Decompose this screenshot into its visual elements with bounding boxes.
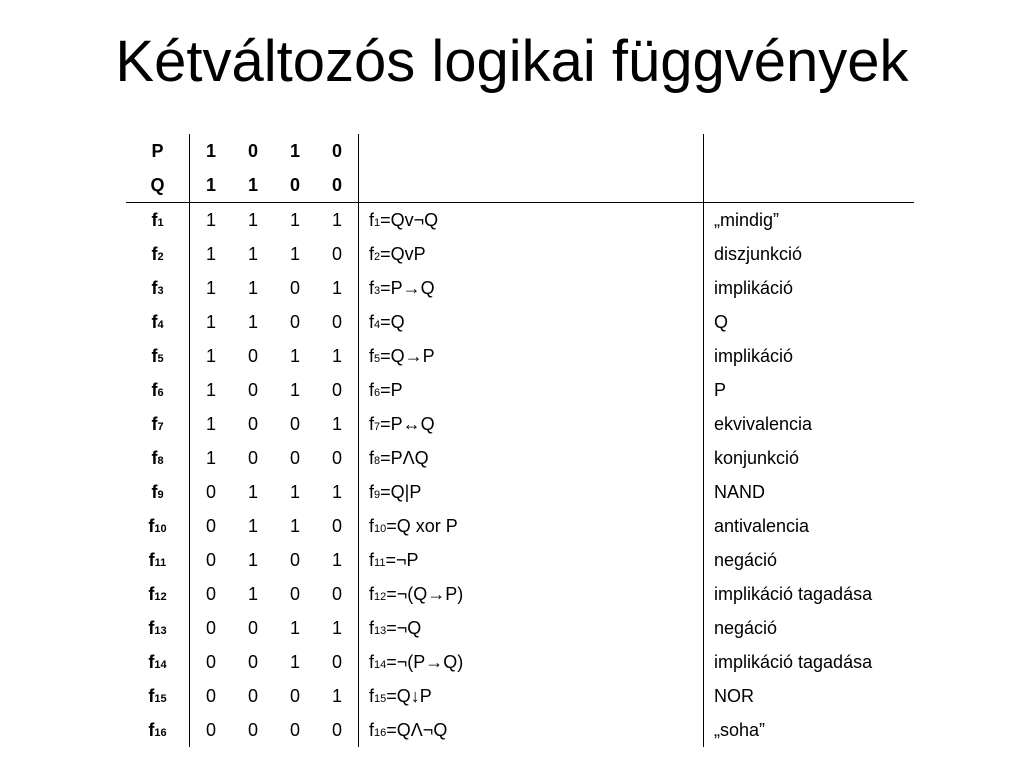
table-row — [126, 373, 914, 407]
truth-value: 1 — [247, 583, 258, 604]
function-index: 15 — [154, 692, 167, 705]
header-bit: 0 — [247, 140, 258, 161]
formula-expression: =¬P — [385, 549, 419, 570]
formula-index: 7 — [374, 420, 381, 433]
truth-value: 1 — [205, 243, 216, 264]
formula-prefix: f — [369, 515, 375, 536]
function-name: P — [714, 379, 727, 400]
header-bit: 1 — [289, 140, 300, 161]
truth-value: 0 — [316, 441, 359, 475]
truth-value: 1 — [316, 271, 359, 305]
truth-value: 1 — [289, 209, 300, 230]
truth-value: 1 — [289, 345, 300, 366]
truth-value: 1 — [316, 475, 359, 509]
function-label — [126, 475, 190, 509]
formula-prefix: f — [369, 583, 375, 604]
truth-value: 0 — [205, 617, 216, 638]
formula — [359, 271, 704, 305]
truth-value: 1 — [247, 277, 258, 298]
truth-value: 1 — [316, 543, 359, 577]
formula-expression: =¬(P→Q) — [386, 651, 464, 672]
formula-expression: =Q→P — [380, 345, 435, 366]
table-row — [126, 475, 914, 509]
truth-value: 1 — [316, 203, 359, 238]
function-label — [126, 611, 190, 645]
header-row-q — [126, 168, 914, 203]
function-index: 3 — [157, 284, 164, 297]
table-row — [126, 407, 914, 441]
truth-value: 0 — [289, 549, 300, 570]
formula-index: 1 — [374, 216, 381, 229]
truth-value: 0 — [316, 577, 359, 611]
truth-value: 0 — [316, 305, 359, 339]
formula-index: 12 — [374, 590, 387, 603]
formula-index: 5 — [374, 352, 381, 365]
truth-value: 0 — [247, 617, 258, 638]
page-title: Kétváltozós logikai függvények — [115, 29, 909, 94]
header-row-p — [126, 134, 914, 168]
formula-prefix: f — [369, 549, 375, 570]
header-bit: 1 — [190, 168, 233, 203]
truth-value: 1 — [289, 481, 300, 502]
function-label — [126, 509, 190, 543]
function-index: 5 — [157, 352, 164, 365]
function-name: negáció — [714, 617, 778, 638]
formula-prefix: f — [369, 447, 375, 468]
formula-prefix: f — [369, 311, 375, 332]
function-letter: f — [148, 719, 155, 740]
truth-value: 0 — [289, 413, 300, 434]
formula-expression: =QΛ¬Q — [386, 719, 448, 740]
function-letter: f — [151, 345, 158, 366]
truth-value: 1 — [316, 339, 359, 373]
table-row — [126, 679, 914, 713]
truth-value: 0 — [247, 685, 258, 706]
truth-value: 0 — [289, 447, 300, 468]
formula-index: 8 — [374, 454, 381, 467]
function-index: 12 — [154, 590, 167, 603]
function-letter: f — [148, 617, 155, 638]
truth-value: 0 — [316, 713, 359, 747]
function-name: „soha” — [714, 719, 766, 740]
truth-value: 1 — [247, 515, 258, 536]
truth-value: 1 — [289, 651, 300, 672]
formula — [359, 543, 704, 577]
header-bit: 0 — [316, 168, 359, 203]
truth-value: 0 — [205, 515, 216, 536]
formula-prefix: f — [369, 685, 375, 706]
function-name: implikáció — [714, 277, 794, 298]
truth-value: 1 — [205, 379, 216, 400]
function-name: diszjunkció — [714, 243, 803, 264]
formula — [359, 645, 704, 679]
table-row — [126, 237, 914, 271]
formula-prefix: f — [369, 209, 375, 230]
function-letter: f — [151, 379, 158, 400]
empty-cell — [704, 168, 915, 203]
truth-value: 1 — [205, 413, 216, 434]
function-index: 6 — [157, 386, 164, 399]
formula — [359, 203, 704, 238]
function-name: NAND — [714, 481, 766, 502]
function-label — [126, 679, 190, 713]
formula-expression: =¬(Q→P) — [386, 583, 464, 604]
table-row — [126, 645, 914, 679]
truth-value: 0 — [316, 509, 359, 543]
function-letter: f — [151, 243, 158, 264]
function-label — [126, 645, 190, 679]
formula-expression: =P↔Q — [380, 413, 435, 434]
formula-expression: =¬Q — [386, 617, 422, 638]
truth-value: 1 — [247, 209, 258, 230]
truth-value: 0 — [247, 345, 258, 366]
truth-value: 0 — [289, 685, 300, 706]
formula-prefix: f — [369, 481, 375, 502]
function-label — [126, 713, 190, 747]
truth-value: 0 — [205, 583, 216, 604]
function-index: 4 — [157, 318, 164, 331]
formula-expression: =P — [380, 379, 403, 400]
function-name: implikáció tagadása — [714, 651, 873, 672]
formula-expression: =P→Q — [380, 277, 435, 298]
formula — [359, 441, 704, 475]
truth-value: 1 — [205, 209, 216, 230]
formula-index: 9 — [374, 488, 381, 501]
table-row — [126, 203, 914, 238]
formula-prefix: f — [369, 413, 375, 434]
function-index: 9 — [157, 488, 164, 501]
formula-index: 3 — [374, 284, 381, 297]
formula-prefix: f — [369, 617, 375, 638]
function-index: 13 — [154, 624, 167, 637]
table-row — [126, 611, 914, 645]
empty-cell — [359, 134, 704, 168]
table-row — [126, 509, 914, 543]
truth-value: 0 — [247, 413, 258, 434]
function-name: „mindig” — [714, 209, 780, 230]
empty-cell — [359, 168, 704, 203]
function-index: 14 — [154, 658, 167, 671]
header-bit: 1 — [232, 168, 274, 203]
header-label: P — [126, 134, 190, 168]
formula-expression: =QvP — [380, 243, 426, 264]
table-row — [126, 543, 914, 577]
truth-value: 1 — [289, 243, 300, 264]
function-name: Q — [714, 311, 729, 332]
function-label — [126, 203, 190, 238]
header-label: Q — [126, 168, 190, 203]
formula-index: 13 — [374, 624, 387, 637]
function-label — [126, 543, 190, 577]
truth-value: 1 — [205, 311, 216, 332]
truth-value: 0 — [247, 651, 258, 672]
formula-expression: =Q xor P — [386, 515, 458, 536]
function-index: 10 — [154, 522, 167, 535]
truth-value: 0 — [205, 685, 216, 706]
formula — [359, 611, 704, 645]
formula-index: 11 — [374, 556, 386, 569]
function-index: 16 — [154, 726, 167, 739]
table-row — [126, 339, 914, 373]
function-index: 11 — [154, 556, 167, 569]
function-label — [126, 577, 190, 611]
truth-value: 1 — [247, 549, 258, 570]
function-index: 2 — [157, 250, 164, 263]
table-row — [126, 305, 914, 339]
formula — [359, 679, 704, 713]
formula-prefix: f — [369, 345, 375, 366]
table-row — [126, 441, 914, 475]
truth-value: 0 — [205, 719, 216, 740]
function-label — [126, 237, 190, 271]
truth-value: 0 — [289, 311, 300, 332]
formula-expression: =Q — [380, 311, 405, 332]
truth-value: 1 — [316, 611, 359, 645]
formula — [359, 339, 704, 373]
header-bit: 0 — [274, 168, 316, 203]
header-bit: 1 — [205, 140, 216, 161]
function-letter: f — [148, 549, 155, 570]
truth-value: 1 — [205, 277, 216, 298]
function-letter: f — [148, 685, 155, 706]
function-label — [126, 441, 190, 475]
truth-value: 0 — [247, 447, 258, 468]
formula-prefix: f — [369, 651, 375, 672]
formula-expression: =Qv¬Q — [380, 209, 439, 230]
function-label — [126, 339, 190, 373]
function-letter: f — [148, 651, 155, 672]
truth-value: 0 — [316, 237, 359, 271]
formula — [359, 713, 704, 747]
formula-expression: =Q|P — [380, 481, 422, 502]
truth-value: 1 — [289, 617, 300, 638]
function-name: implikáció tagadása — [714, 583, 873, 604]
formula-expression: =PΛQ — [380, 447, 429, 468]
function-name: antivalencia — [714, 515, 810, 536]
function-name: konjunkció — [714, 447, 800, 468]
function-letter: f — [151, 209, 158, 230]
function-label — [126, 271, 190, 305]
formula-index: 6 — [374, 386, 381, 399]
function-letter: f — [151, 481, 158, 502]
formula — [359, 407, 704, 441]
function-name: implikáció — [714, 345, 794, 366]
truth-table-body — [126, 134, 914, 747]
empty-cell — [704, 134, 915, 168]
formula-index: 2 — [374, 250, 381, 263]
formula-prefix: f — [369, 277, 375, 298]
truth-value: 1 — [316, 679, 359, 713]
truth-value: 0 — [205, 481, 216, 502]
function-index: 1 — [157, 216, 164, 229]
truth-value: 0 — [289, 583, 300, 604]
formula-prefix: f — [369, 379, 375, 400]
formula-index: 16 — [374, 726, 387, 739]
function-letter: f — [151, 447, 158, 468]
formula — [359, 577, 704, 611]
truth-table — [126, 134, 914, 747]
truth-value: 1 — [247, 243, 258, 264]
function-label — [126, 373, 190, 407]
formula — [359, 237, 704, 271]
function-index: 7 — [157, 420, 164, 433]
formula — [359, 509, 704, 543]
function-index: 8 — [157, 454, 164, 467]
truth-value: 1 — [205, 345, 216, 366]
formula — [359, 305, 704, 339]
formula — [359, 373, 704, 407]
truth-value: 1 — [289, 515, 300, 536]
formula — [359, 475, 704, 509]
function-label — [126, 305, 190, 339]
function-letter: f — [151, 277, 158, 298]
truth-value: 1 — [247, 481, 258, 502]
truth-value: 1 — [247, 311, 258, 332]
function-name: ekvivalencia — [714, 413, 813, 434]
formula-index: 14 — [374, 658, 387, 671]
function-label — [126, 407, 190, 441]
truth-value: 1 — [205, 447, 216, 468]
truth-value: 0 — [247, 379, 258, 400]
truth-value: 0 — [289, 719, 300, 740]
truth-value: 0 — [205, 549, 216, 570]
table-row — [126, 713, 914, 747]
formula-index: 15 — [374, 692, 387, 705]
table-row — [126, 577, 914, 611]
header-bit: 0 — [316, 134, 359, 168]
function-name: negáció — [714, 549, 778, 570]
formula-prefix: f — [369, 243, 375, 264]
truth-value: 1 — [316, 407, 359, 441]
table-row — [126, 271, 914, 305]
formula-expression: =Q↓P — [386, 685, 432, 706]
truth-value: 0 — [289, 277, 300, 298]
truth-value: 0 — [316, 645, 359, 679]
formula-index: 10 — [374, 522, 387, 535]
truth-value: 0 — [316, 373, 359, 407]
formula-prefix: f — [369, 719, 375, 740]
formula-index: 4 — [374, 318, 381, 331]
function-name: NOR — [714, 685, 754, 706]
function-letter: f — [148, 583, 155, 604]
truth-value: 0 — [247, 719, 258, 740]
function-letter: f — [148, 515, 155, 536]
truth-value: 1 — [289, 379, 300, 400]
truth-value: 0 — [205, 651, 216, 672]
function-letter: f — [151, 311, 158, 332]
function-letter: f — [151, 413, 158, 434]
